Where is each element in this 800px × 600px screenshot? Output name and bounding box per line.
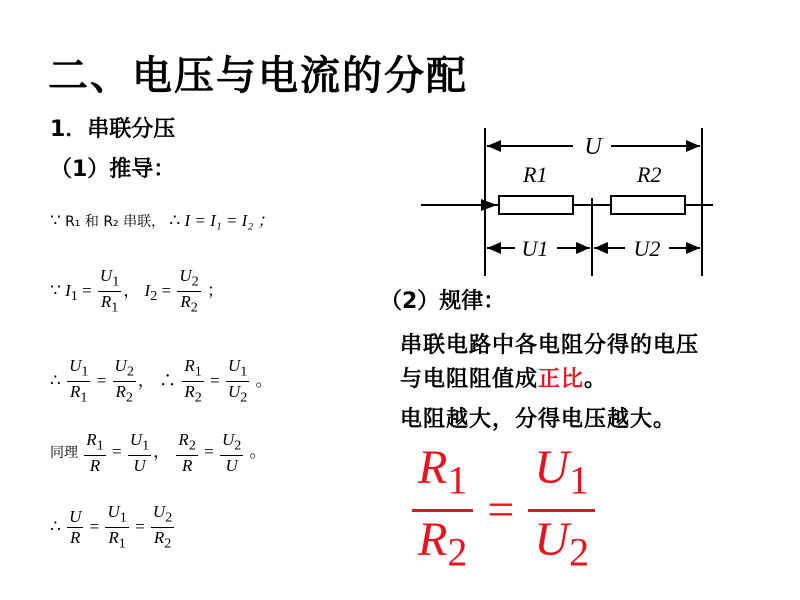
ratio-formula: $\frac{R_1}{R_2}$ = $\frac{U_1}{U_2}$ [410, 440, 597, 580]
derivation-line-4: 同理 $\frac{R_1}{R}$ = $\frac{U_1}{U}$ ， $\frac{R_2}{R}$ = $\frac{U_2}{U}$ 。 [50, 430, 267, 476]
page-title: 二、电压与电流的分配 [48, 53, 468, 99]
because-symbol: ∵ [50, 280, 61, 300]
resistor-r1 [499, 196, 573, 214]
tongli-label: 同理 [50, 445, 78, 462]
series-statement: R₁ 和 R₂ 串联， [65, 214, 166, 230]
therefore-symbol: ∴ [169, 211, 181, 230]
derivation-line-3: ∴ $\frac{U_1}{R_1}$ = $\frac{U_2}{R_2}$ ， ∴ $\frac{R_1}{R_2}$ = $\frac{U_1}{U_2}$ 。 [50, 356, 273, 406]
because-symbol: ∵ [50, 211, 61, 230]
fraction-u1-r1: $\frac{U_1}{R_1}$ [99, 266, 120, 316]
subsection-derivation: （1）推导： [50, 157, 176, 182]
current-equation: I = I₁ = I₂ ； [184, 211, 275, 230]
therefore-symbol: ∴ [50, 370, 61, 390]
rule-line-2: 与电阻阻值成正比。 [400, 367, 608, 392]
label-u1: U1 [521, 236, 549, 261]
label-u: U [584, 134, 602, 160]
derivation-line-1 [50, 206, 274, 231]
rule-line-3: 电阻越大，分得电压越大。 [400, 407, 677, 432]
label-u2: U2 [633, 236, 661, 261]
fraction-u2-r2: $\frac{U_2}{R_2}$ [179, 266, 199, 316]
label-r1: R1 [523, 162, 548, 187]
section-heading: 1．串联分压 [50, 117, 176, 142]
rule-line-1: 串联电路中各电阻分得的电压 [400, 333, 700, 358]
highlight-proportional: 正比 [538, 367, 585, 392]
resistor-r2 [611, 196, 685, 214]
derivation-line-2: ∵ $I_1$ = $\frac{U_1}{R_1}$ ， $I_2$ = $\frac{U_2}{R_2}$ ； [50, 266, 224, 316]
derivation-line-5: ∴ $\frac{U}{R}$ = $\frac{U_1}{R_1}$ = $\frac{U_2}{R_2}$ [50, 502, 173, 552]
label-r2: R2 [637, 162, 662, 187]
therefore-symbol: ∴ [50, 516, 61, 536]
subsection-rule: （2）规律： [380, 289, 506, 314]
series-circuit-diagram [415, 122, 715, 282]
